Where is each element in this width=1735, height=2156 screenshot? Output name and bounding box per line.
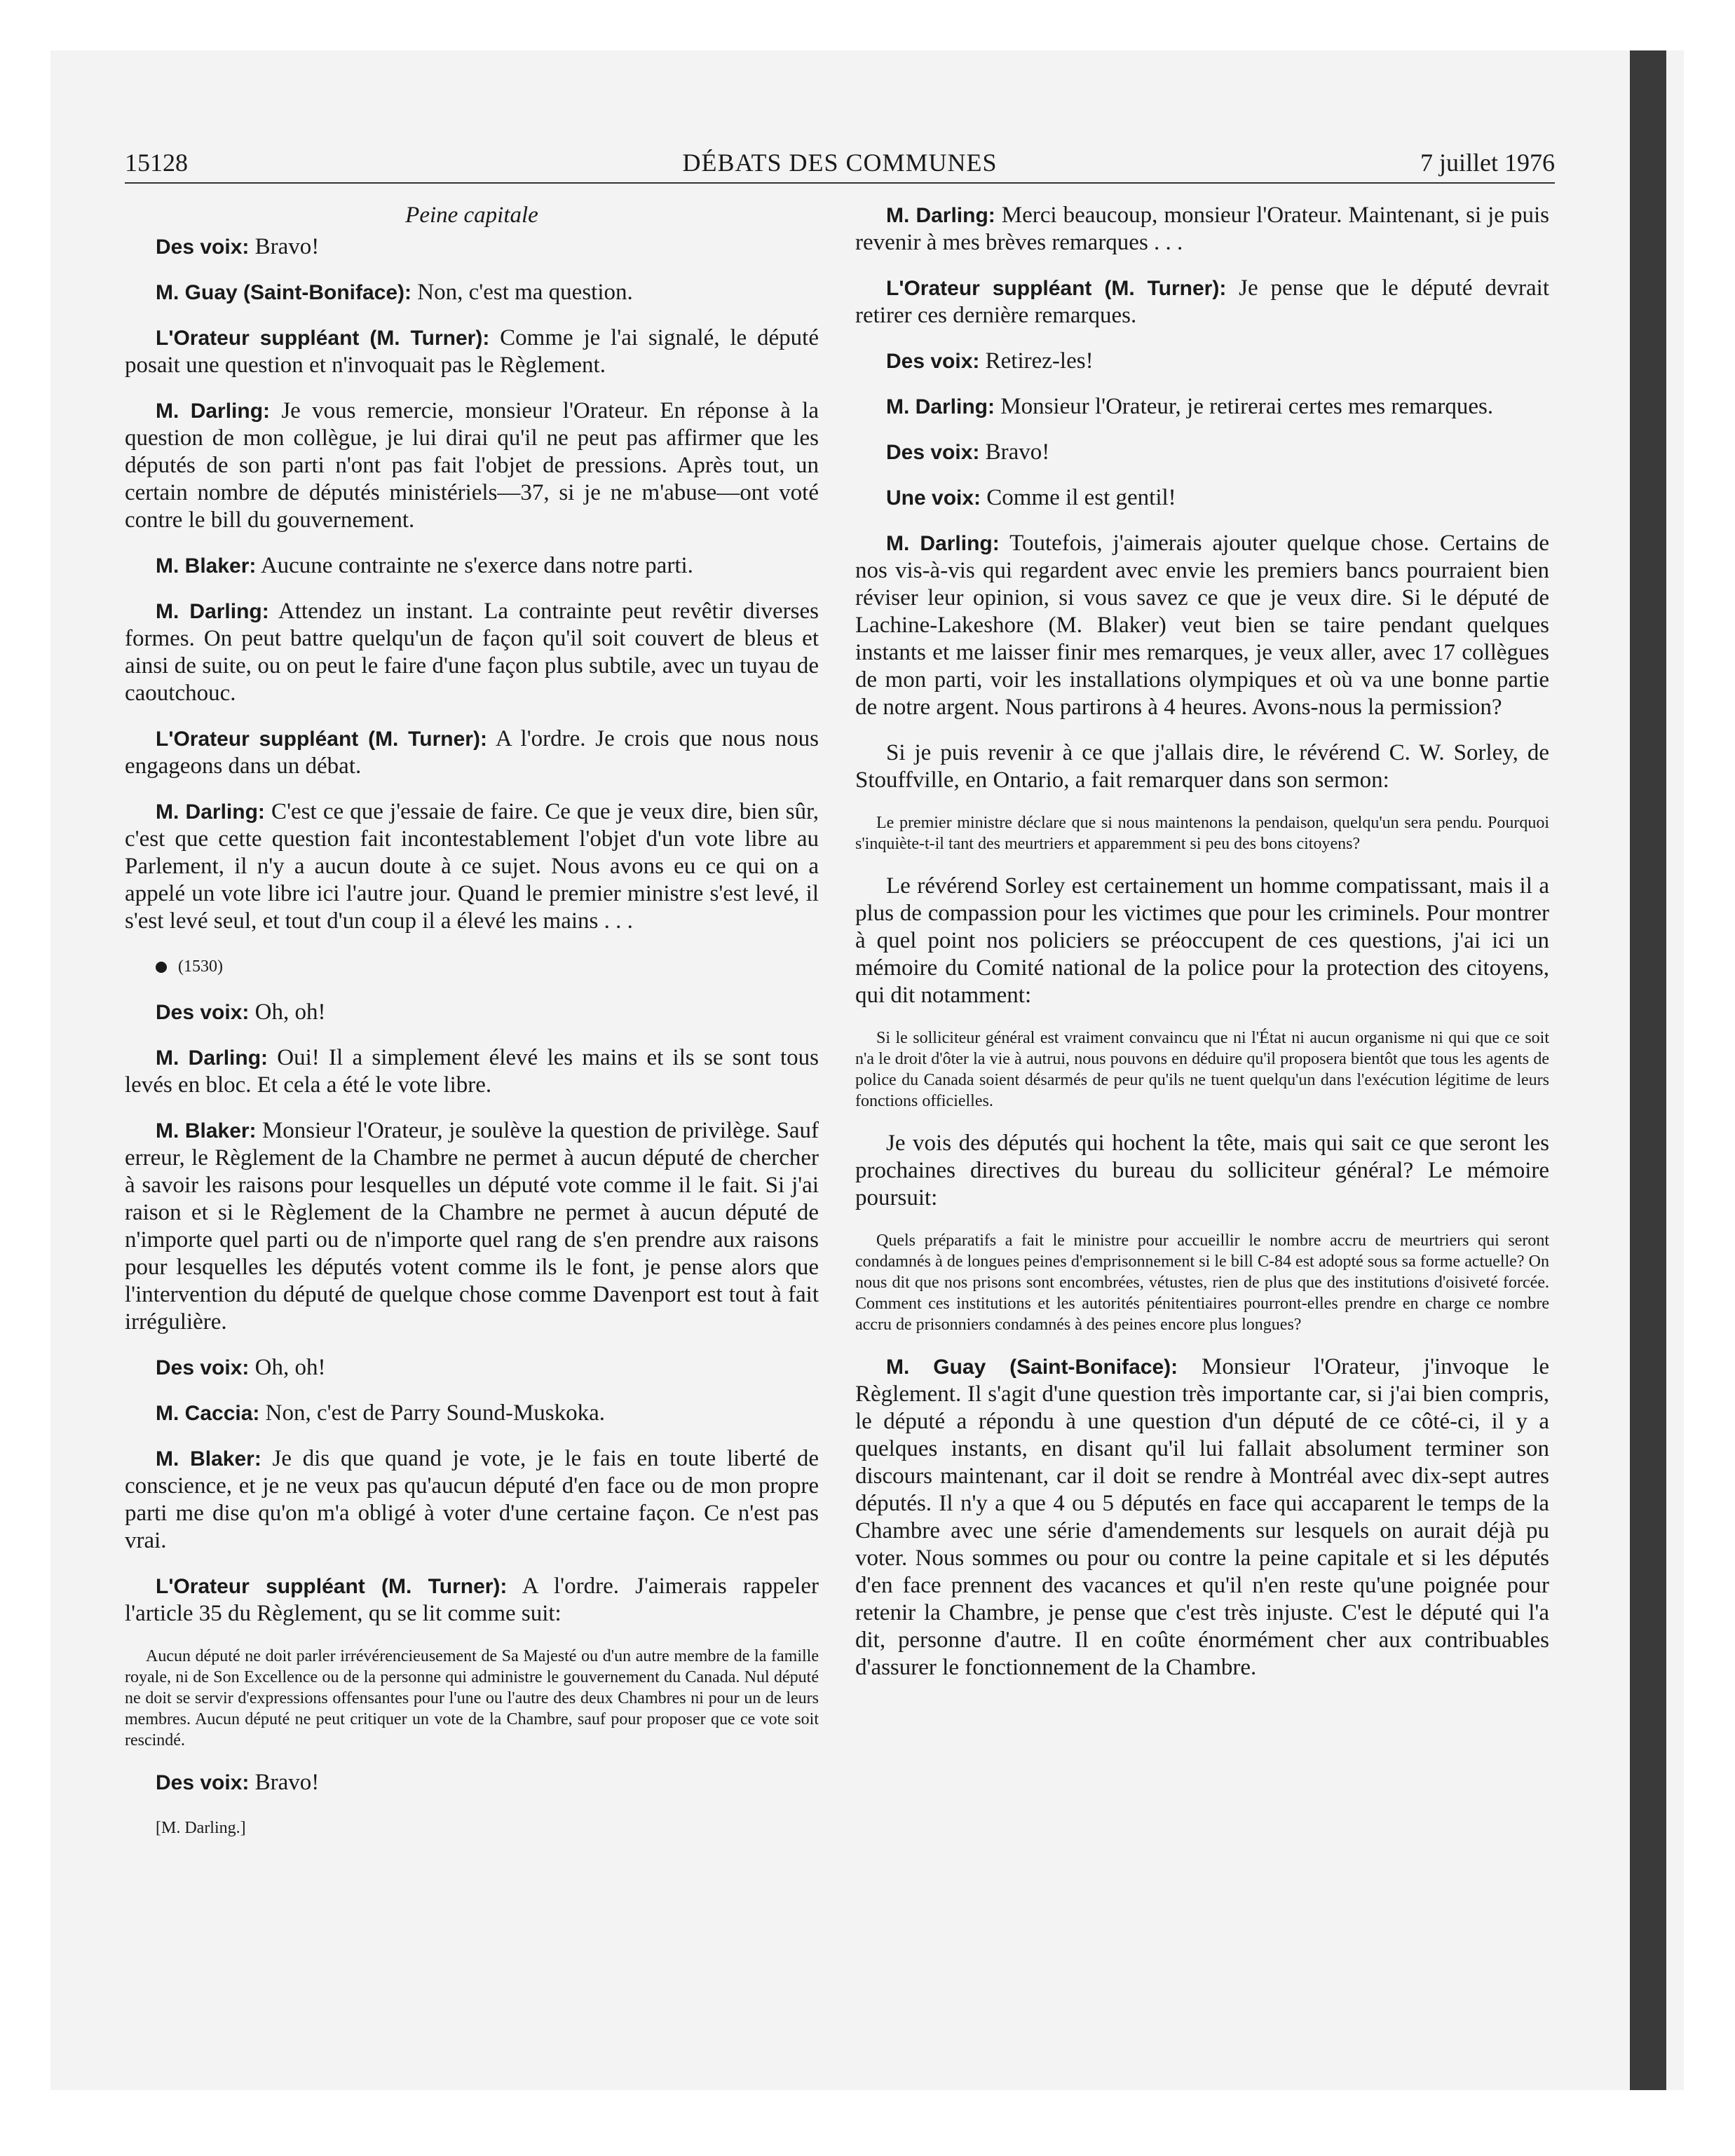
speaker-name: M. Darling: <box>156 400 271 423</box>
speech-text: Oh, oh! <box>249 1355 326 1380</box>
page-number: 15128 <box>125 149 188 177</box>
speaker-name: M. Darling: <box>156 800 265 824</box>
speech-text: Comme il est gentil! <box>981 485 1176 510</box>
speech-text: Attendez un instant. La contrainte peut revêtir diverses formes. On peut battre quelqu'un de façon qu'il soit couvert de bleus et ainsi de suite, ou on peut le faire d'une façon plus subtile, avec un tuyau de caoutchouc. <box>125 599 819 706</box>
speaker-name: Des voix: <box>886 441 980 464</box>
quoted-brief-continued: Quels préparatifs a fait le ministre pour accueillir le nombre accru de meurtriers qui seront condamnés à de longues peines d'emprisonnement si le bill C-84 est adopté sous sa forme actuelle? On nous dit que nos prisons sont encombrées, vétustes, rien de plus que des institutions d'oisiveté forcée. Comment ces institutions et les autorités pénitentiaires pourront-elles prendre en charge ce nombre accru de prisonniers condamnés à des peines encore plus longues? <box>855 1231 1549 1334</box>
speech-paragraph <box>125 233 819 261</box>
speaker-name: Des voix: <box>156 236 250 259</box>
speech-paragraph <box>125 1044 819 1099</box>
speaker-name: Des voix: <box>156 1001 250 1024</box>
speech-text: Merci beaucoup, monsieur l'Orateur. Maintenant, si je puis revenir à mes brèves remarques . . . <box>855 203 1549 255</box>
page-edge-shadow <box>1630 50 1666 2090</box>
speech-text: Bravo! <box>249 1770 320 1795</box>
speaker-name: M. Blaker: <box>156 554 257 578</box>
speech-paragraph <box>855 439 1549 466</box>
speech-paragraph <box>855 275 1549 329</box>
right-column <box>855 202 1549 1700</box>
speaker-name: M. Blaker: <box>156 1447 261 1471</box>
bullet-dot-icon <box>156 962 167 973</box>
speech-text: Monsieur l'Orateur, j'invoque le Règlement. Il s'agit d'une question très importante car, si j'ai bien compris, le député a répondu à une question d'un député de ce côté-ci, il y a quelques instants, en disant qu'il lui fallait absolument terminer son discours maintenant, car il doit se rendre à Montréal avec dix-sept autres députés. Il n'y a que 4 ou 5 députés en face qui accaparent le temps de la Chambre avec une série d'amendements sur lesquels on aurait déjà pu voter. Nous sommes ou pour ou contre la peine capitale et si les députés d'en face prennent des vacances et qu'il n'en reste qu'une poignée pour retenir la Chambre, je pense que c'est très injuste. C'est le député qui l'a dit, personne d'autre. Il en coûte énormément cher aux contribuables d'assurer le fonctionnement de la Chambre. <box>855 1354 1549 1680</box>
speech-paragraph <box>855 393 1549 421</box>
publication-title: DÉBATS DES COMMUNES <box>682 149 998 177</box>
speech-paragraph: Le révérend Sorley est certainement un homme compatissant, mais il a plus de compassion pour les victimes que pour les criminels. Pour montrer à quel point nos policiers se préoccupent de ces questions, j'ai ici un mémoire du Comité national de la police pour la protection des citoyens, qui dit notamment: <box>855 873 1549 1008</box>
speaker-name: Des voix: <box>886 350 980 373</box>
speech-text: Non, c'est de Parry Sound-Muskoka. <box>259 1400 606 1426</box>
speaker-name: M. Guay (Saint-Boniface): <box>156 281 412 304</box>
speech-text: Comme je l'ai signalé, le député posait une question et n'invoquait pas le Règlement. <box>125 325 819 378</box>
speech-paragraph <box>125 1117 819 1336</box>
speaker-name: M. Caccia: <box>156 1402 260 1425</box>
speech-paragraph <box>125 999 819 1026</box>
speech-text: Bravo! <box>979 439 1050 465</box>
speech-paragraph <box>125 397 819 534</box>
quoted-brief: Si le solliciteur général est vraiment convaincu que ni l'État ni aucun organisme ni qui que ce soit n'a le droit d'ôter la vie à autrui, nous pouvons en déduire qu'il proposera bientôt que tous les agents de police du Canada soient désarmés de peur qu'ils ne tuent quelqu'un dans l'exécution légitime de leurs fonctions officielles. <box>855 1029 1549 1110</box>
speaker-name: L'Orateur suppléant (M. Turner): <box>156 728 487 751</box>
speech-text: Oh, oh! <box>249 999 326 1025</box>
speech-paragraph <box>125 1445 819 1555</box>
speech-text: C'est ce que j'essaie de faire. Ce que je veux dire, bien sûr, c'est que cette question fait incontestablement l'objet d'un vote libre au Parlement, il n'y a aucun doute à ce sujet. Nous avons eu ce qui on a appelé un vote libre ici l'autre jour. Quand le premier ministre s'est levé, il s'est levé seul, et tout d'un coup il a élevé les mains . . . <box>125 799 819 934</box>
speech-paragraph <box>855 202 1549 257</box>
speech-paragraph: Je vois des députés qui hochent la tête, mais qui sait ce que seront les prochaines directives du bureau du solliciteur général? Le mémoire poursuit: <box>855 1131 1549 1210</box>
speaker-name: M. Blaker: <box>156 1119 257 1142</box>
speech-paragraph <box>125 1573 819 1628</box>
speech-text: Bravo! <box>249 234 320 259</box>
speaker-name: M. Darling: <box>156 600 269 623</box>
timestamp-text: (1530) <box>178 957 223 976</box>
speaker-name: Une voix: <box>886 486 981 510</box>
speech-paragraph <box>125 725 819 780</box>
page-header <box>125 147 1555 184</box>
speech-text: Monsieur l'Orateur, je retirerai certes mes remarques. <box>995 394 1494 419</box>
speech-text: Toutefois, j'aimerais ajouter quelque chose. Certains de nos vis-à-vis qui regardent avec envie les premiers bancs pourraient bien réviser leur opinion, si vous savez ce que je veux dire. Si le député de Lachine-Lakeshore (M. Blaker) veut bien se taire pendant quelques instants et me laisser finir mes remarques, je veux aller, avec 17 collègues de mon parti, voir les installations olympiques et où va une bonne partie de notre argent. Nous partirons à 4 heures. Avons-nous la permission? <box>855 531 1549 720</box>
speech-paragraph <box>855 1353 1549 1681</box>
speech-paragraph <box>855 530 1549 721</box>
speaker-name: M. Darling: <box>886 395 995 418</box>
quoted-sermon: Le premier ministre déclare que si nous maintenons la pendaison, quelqu'un sera pendu. Pourquoi s'inquiète-t-il tant des meurtriers et apparemment si peu des bons citoyens? <box>855 814 1549 853</box>
speech-paragraph <box>125 1400 819 1427</box>
publication-date: 7 juillet 1976 <box>1420 149 1555 177</box>
left-column <box>125 202 819 1860</box>
speaker-continuation-note: [M. Darling.] <box>156 1819 246 1837</box>
speech-paragraph <box>125 552 819 580</box>
speech-text: Retirez-les! <box>979 348 1094 374</box>
speaker-name: L'Orateur suppléant (M. Turner): <box>156 1575 508 1598</box>
speech-text: Je vous remercie, monsieur l'Orateur. En réponse à la question de mon collègue, je lui dirai qu'il ne peut pas affirmer que les députés de son parti n'ont pas fait l'objet de pressions. Après tout, un certain nombre de députés ministériels—37, si je ne m'abuse—ont voté contre le bill du gouvernement. <box>125 398 819 533</box>
speaker-name: L'Orateur suppléant (M. Turner): <box>886 277 1227 300</box>
subject-heading: Peine capitale <box>405 203 538 228</box>
speech-paragraph <box>855 348 1549 375</box>
speech-paragraph <box>125 598 819 707</box>
speech-text: Oui! Il a simplement élevé les mains et ils se sont tous levés en bloc. Et cela a été le vote libre. <box>125 1045 819 1098</box>
timestamp-marker <box>125 953 819 981</box>
speaker-name: M. Darling: <box>156 1046 268 1070</box>
speaker-name: M. Guay (Saint-Boniface): <box>886 1356 1178 1379</box>
speech-text: A l'ordre. J'aimerais rappeler l'article 35 du Règlement, qu se lit comme suit: <box>125 1574 819 1626</box>
speaker-name: Des voix: <box>156 1356 250 1379</box>
speech-paragraph <box>125 1354 819 1381</box>
speech-paragraph <box>125 1769 819 1796</box>
speaker-name: Des voix: <box>156 1771 250 1794</box>
speech-text: Je dis que quand je vote, je le fais en toute liberté de conscience, et je ne veux pas qu'aucun député d'en face ou de mon propre parti me dise qu'on m'a obligé à voter d'une certaine façon. Ce n'est pas vrai. <box>125 1446 819 1553</box>
speech-paragraph <box>125 279 819 306</box>
speech-text: Aucune contrainte ne s'exerce dans notre parti. <box>256 553 693 578</box>
speaker-name: M. Darling: <box>886 532 1000 555</box>
speech-paragraph <box>125 325 819 379</box>
speech-paragraph <box>855 484 1549 512</box>
speech-paragraph <box>125 798 819 935</box>
speaker-name: M. Darling: <box>886 204 995 227</box>
speaker-name: L'Orateur suppléant (M. Turner): <box>156 327 490 350</box>
speech-text: Je pense que le député devrait retirer ces dernière remarques. <box>855 275 1550 328</box>
quoted-standing-order: Aucun député ne doit parler irrévérencieusement de Sa Majesté ou d'un autre membre de la famille royale, ni de Son Excellence ou de la personne qui administre le gouvernement du Canada. Nul député ne doit se servir d'expressions offensantes pour l'une ou l'autre des deux Chambres ni pour un de leurs membres. Aucun député ne peut critiquer un vote de la Chambre, sauf pour proposer que ce vote soit rescindé. <box>125 1647 819 1749</box>
speech-text: Non, c'est ma question. <box>411 280 633 305</box>
speech-text: Monsieur l'Orateur, je soulève la question de privilège. Sauf erreur, le Règlement de la Chambre ne permet à aucun député de chercher à savoir les raisons pour lesquelles un député vote comme il le fait. Si j'ai raison et si le Règlement de la Chambre ne permet à aucun député de n'importe quel parti ou de n'importe quel rang de s'en prendre aux raisons pour lesquelles les députés votent comme ils le font, je pense alors que l'intervention du député de quelque chose comme Davenport est tout à fait irrégulière. <box>125 1118 819 1335</box>
speech-text: A l'ordre. Je crois que nous nous engageons dans un débat. <box>125 726 819 779</box>
speech-paragraph: Si je puis revenir à ce que j'allais dire, le révérend C. W. Sorley, de Stouffville, en Ontario, a fait remarquer dans son sermon: <box>855 740 1549 793</box>
